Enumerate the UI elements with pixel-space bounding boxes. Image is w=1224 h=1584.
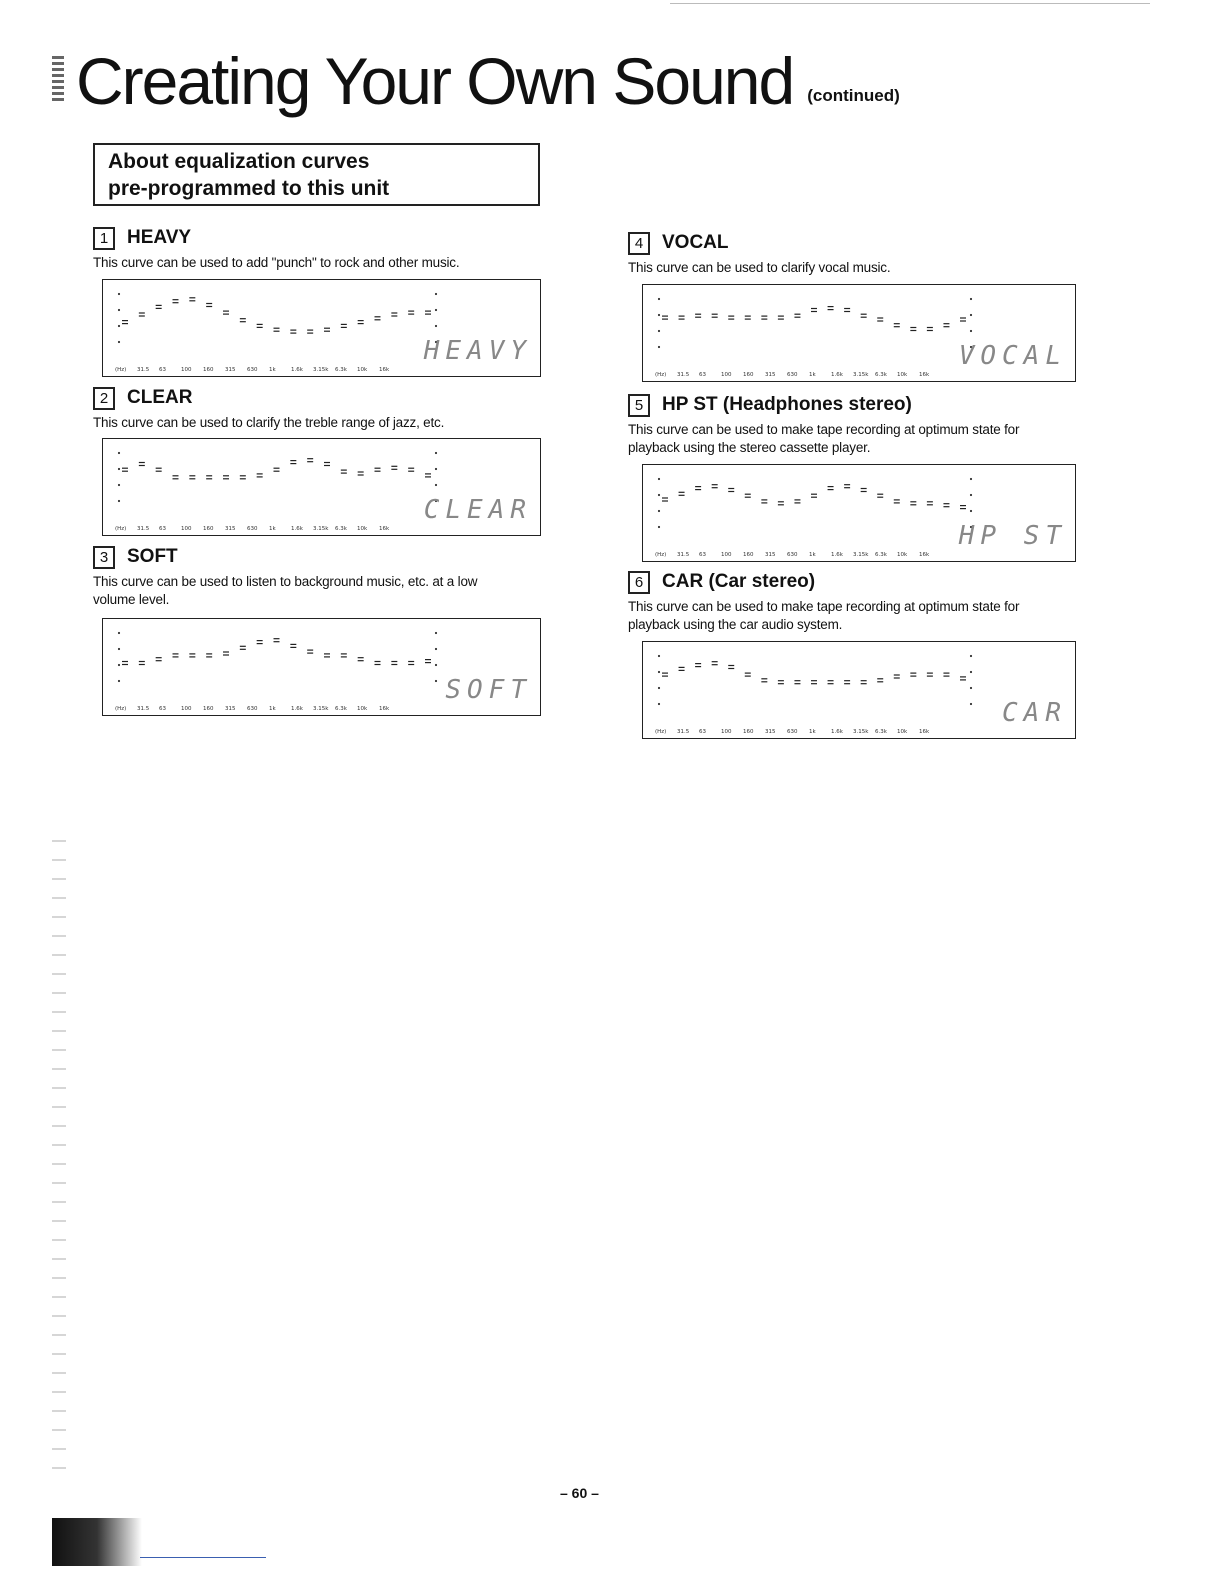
section-heading-line2: pre-programmed to this unit — [108, 177, 390, 200]
display-edge-dot — [435, 468, 437, 470]
frequency-label: 3.15k — [853, 552, 869, 558]
frequency-label: 10k — [897, 372, 908, 378]
eq-curve-point — [811, 681, 817, 684]
page-title: Creating Your Own Sound — [76, 44, 794, 118]
eq-curve-point — [122, 662, 128, 665]
frequency-label: 315 — [225, 706, 236, 712]
eq-curve-point — [375, 468, 381, 471]
eq-curve-point — [745, 494, 751, 497]
item-description-line: volume level. — [93, 592, 170, 607]
eq-curve-point — [189, 298, 195, 301]
display-edge-dot — [118, 500, 120, 502]
eq-curve-point — [391, 662, 397, 665]
frequency-label: 6.3k — [875, 729, 887, 735]
frequency-label: 160 — [743, 372, 754, 378]
eq-display-clear — [102, 438, 541, 536]
frequency-label: 1k — [269, 367, 276, 373]
item-description-line: This curve can be used to make tape recording at optimum state for — [628, 599, 1020, 614]
item-description-line: This curve can be used to add "punch" to rock and other music. — [93, 255, 460, 270]
top-rule — [670, 3, 1150, 4]
frequency-label: 31.5 — [137, 706, 150, 712]
display-edge-dot — [118, 632, 120, 634]
display-edge-dot — [118, 680, 120, 682]
frequency-label: 6.3k — [335, 706, 347, 712]
eq-curve-point — [324, 654, 330, 657]
display-edge-dot — [118, 325, 120, 327]
eq-curve-point — [358, 658, 364, 661]
display-edge-dot — [970, 655, 972, 657]
frequency-label: 31.5 — [137, 367, 150, 373]
eq-display-hp-st — [642, 464, 1076, 562]
lcd-preset-name: VOCAL — [958, 341, 1067, 371]
item-description-line: playback using the car audio system. — [628, 617, 843, 632]
eq-curve-point — [861, 681, 867, 684]
frequency-label: 6.3k — [875, 552, 887, 558]
frequency-label: 1.6k — [291, 526, 303, 532]
frequency-label: (Hz) — [655, 552, 667, 558]
binding-mark — [52, 56, 64, 102]
eq-curve-point — [240, 319, 246, 322]
eq-curve-point — [257, 474, 263, 477]
eq-curve-point — [695, 314, 701, 317]
eq-curve-point — [274, 639, 280, 642]
lcd-preset-name: HP ST — [958, 521, 1067, 551]
frequency-labels — [115, 367, 401, 373]
frequency-label: 6.3k — [335, 526, 347, 532]
item-description-line: This curve can be used to clarify the treble range of jazz, etc. — [93, 415, 445, 430]
eq-curve-point — [910, 502, 916, 505]
item-number: 1 — [93, 227, 115, 250]
frequency-labels — [115, 526, 401, 532]
frequency-label: 315 — [765, 372, 776, 378]
item-description — [93, 254, 563, 272]
frequency-label: 16k — [919, 729, 930, 735]
eq-curve-point — [679, 316, 685, 319]
frequency-label: 160 — [203, 526, 214, 532]
eq-curve-point — [695, 664, 701, 667]
eq-curve-point — [156, 305, 162, 308]
eq-curve-point — [662, 498, 668, 501]
frequency-label: 10k — [357, 706, 368, 712]
eq-curve-point — [728, 316, 734, 319]
frequency-label: 63 — [159, 706, 166, 712]
eq-curve-point — [745, 673, 751, 676]
eq-curve-point — [943, 673, 949, 676]
item-number: 3 — [93, 546, 115, 569]
eq-curve-point — [257, 641, 263, 644]
frequency-label: 3.15k — [313, 706, 329, 712]
frequency-labels — [655, 372, 941, 378]
eq-curve-point — [341, 470, 347, 473]
frequency-label: (Hz) — [115, 706, 127, 712]
eq-curve-point — [425, 474, 431, 477]
frequency-label: 31.5 — [677, 372, 690, 378]
frequency-label: 160 — [743, 552, 754, 558]
eq-curve-point — [910, 673, 916, 676]
display-edge-dot — [118, 293, 120, 295]
eq-curve-point — [844, 485, 850, 488]
frequency-label: 6.3k — [875, 372, 887, 378]
eq-curve-point — [139, 463, 145, 466]
display-edge-dot — [658, 494, 660, 496]
frequency-label: 160 — [203, 706, 214, 712]
display-edge-dot — [118, 309, 120, 311]
eq-curve-point — [761, 316, 767, 319]
frequency-label: 1k — [809, 372, 816, 378]
item-description — [628, 598, 1098, 634]
eq-curve-point — [712, 314, 718, 317]
display-edge-dot — [970, 478, 972, 480]
frequency-label: 31.5 — [677, 552, 690, 558]
display-edge-dot — [118, 468, 120, 470]
frequency-label: 63 — [699, 372, 706, 378]
frequency-label: 3.15k — [313, 367, 329, 373]
display-edge-dot — [970, 671, 972, 673]
eq-curve-point — [307, 459, 313, 462]
display-edge-dot — [658, 298, 660, 300]
frequency-label: 1.6k — [831, 372, 843, 378]
eq-curve-point — [341, 654, 347, 657]
item-description — [93, 573, 563, 609]
display-edge-dot — [435, 632, 437, 634]
eq-display-soft — [102, 618, 541, 716]
display-edge-dot — [118, 484, 120, 486]
eq-curve-point — [156, 658, 162, 661]
frequency-label: 100 — [721, 372, 732, 378]
eq-curve-point — [794, 314, 800, 317]
eq-curve-point — [943, 504, 949, 507]
frequency-label: (Hz) — [655, 372, 667, 378]
display-edge-dot — [658, 510, 660, 512]
eq-curve-point — [290, 644, 296, 647]
eq-curve-point — [927, 673, 933, 676]
eq-curve-point — [712, 662, 718, 665]
eq-curve-point — [794, 500, 800, 503]
eq-curve-point — [173, 654, 179, 657]
eq-curve-point — [358, 472, 364, 475]
frequency-label: 160 — [203, 367, 214, 373]
frequency-label: 315 — [225, 367, 236, 373]
frequency-label: 630 — [787, 552, 798, 558]
display-edge-dot — [435, 293, 437, 295]
eq-curve-point — [408, 311, 414, 314]
frequency-label: 630 — [247, 367, 258, 373]
eq-curve-point — [206, 304, 212, 307]
display-edge-dot — [435, 664, 437, 666]
eq-curve-point — [391, 466, 397, 469]
eq-curve-point — [927, 502, 933, 505]
eq-curve-point — [122, 321, 128, 324]
eq-curve-point — [778, 316, 784, 319]
frequency-label: (Hz) — [115, 526, 127, 532]
display-edge-dot — [658, 655, 660, 657]
display-edge-dot — [658, 478, 660, 480]
item-number: 6 — [628, 571, 650, 594]
eq-curve-point — [778, 502, 784, 505]
eq-curve-point — [358, 321, 364, 324]
eq-curve-point — [861, 314, 867, 317]
display-edge-dot — [118, 341, 120, 343]
frequency-label: 315 — [765, 552, 776, 558]
eq-display-heavy — [102, 279, 541, 377]
eq-curve-point — [662, 673, 668, 676]
item-description — [628, 259, 1098, 277]
display-edge-dot — [658, 703, 660, 705]
frequency-label: 10k — [357, 526, 368, 532]
lcd-preset-name: SOFT — [445, 675, 532, 705]
eq-curve-point — [223, 311, 229, 314]
item-description — [628, 421, 1098, 457]
eq-curve-point — [894, 675, 900, 678]
eq-curve-point — [695, 487, 701, 490]
eq-curve-point — [828, 487, 834, 490]
eq-curve-point — [927, 328, 933, 331]
eq-curve-point — [877, 679, 883, 682]
lcd-preset-name: HEAVY — [423, 336, 532, 366]
frequency-label: 31.5 — [137, 526, 150, 532]
eq-curve-point — [679, 667, 685, 670]
eq-item-heavy — [93, 226, 563, 272]
frequency-label: 100 — [181, 706, 192, 712]
eq-curve-point — [139, 313, 145, 316]
frequency-label: 16k — [379, 706, 390, 712]
eq-curve-point — [662, 316, 668, 319]
eq-curve-point — [844, 681, 850, 684]
frequency-label: 630 — [787, 372, 798, 378]
frequency-label: 1.6k — [831, 552, 843, 558]
eq-curve-point — [712, 485, 718, 488]
frequency-label: 1k — [809, 552, 816, 558]
display-edge-dot — [970, 703, 972, 705]
frequency-label: (Hz) — [115, 367, 127, 373]
eq-curve-point — [173, 300, 179, 303]
eq-curve-point — [375, 317, 381, 320]
eq-curve-point — [861, 489, 867, 492]
eq-curve-point — [408, 662, 414, 665]
eq-curve-point — [307, 650, 313, 653]
eq-display-car — [642, 641, 1076, 739]
eq-curve-point — [960, 677, 966, 680]
eq-curve-point — [877, 318, 883, 321]
eq-curve-point — [290, 461, 296, 464]
frequency-label: 10k — [897, 552, 908, 558]
item-title: CAR (Car stereo) — [662, 571, 816, 592]
eq-item-car — [628, 570, 1098, 634]
item-description-line: This curve can be used to make tape recording at optimum state for — [628, 422, 1020, 437]
eq-curve-point — [910, 328, 916, 331]
frequency-labels — [655, 729, 941, 735]
eq-curve-point — [894, 500, 900, 503]
item-title: VOCAL — [662, 232, 729, 253]
item-title: HEAVY — [127, 227, 192, 248]
bottom-rule — [140, 1557, 266, 1558]
display-edge-dot — [118, 648, 120, 650]
eq-curve-point — [960, 318, 966, 321]
eq-curve-point — [811, 309, 817, 312]
eq-curve-point — [223, 476, 229, 479]
display-edge-dot — [970, 510, 972, 512]
eq-curve-point — [794, 681, 800, 684]
frequency-label: 160 — [743, 729, 754, 735]
display-edge-dot — [658, 314, 660, 316]
lcd-preset-name: CAR — [1002, 698, 1067, 728]
eq-curve-point — [240, 646, 246, 649]
eq-item-clear — [93, 386, 563, 432]
frequency-label: 3.15k — [853, 729, 869, 735]
item-number: 5 — [628, 394, 650, 417]
display-edge-dot — [970, 687, 972, 689]
display-edge-dot — [118, 452, 120, 454]
eq-curve-point — [408, 468, 414, 471]
frequency-label: 1k — [269, 526, 276, 532]
frequency-label: 16k — [919, 372, 930, 378]
frequency-label: 1k — [809, 729, 816, 735]
eq-item-vocal — [628, 231, 1098, 277]
eq-curve-point — [223, 652, 229, 655]
title-suffix: (continued) — [807, 86, 900, 105]
eq-curve-point — [307, 330, 313, 333]
eq-display-vocal — [642, 284, 1076, 382]
display-edge-dot — [435, 325, 437, 327]
eq-curve-point — [206, 654, 212, 657]
frequency-label: (Hz) — [655, 729, 667, 735]
eq-curve-point — [679, 492, 685, 495]
display-edge-dot — [658, 330, 660, 332]
item-title: HP ST (Headphones stereo) — [662, 394, 912, 415]
frequency-label: 10k — [897, 729, 908, 735]
lcd-preset-name: CLEAR — [423, 495, 532, 525]
eq-item-soft — [93, 545, 563, 609]
eq-curve-point — [324, 328, 330, 331]
frequency-label: 630 — [247, 526, 258, 532]
page-number: – 60 – — [560, 1485, 599, 1501]
eq-curve-point — [240, 476, 246, 479]
frequency-labels — [655, 552, 941, 558]
display-edge-dot — [118, 664, 120, 666]
eq-curve-point — [391, 313, 397, 316]
section-heading — [93, 143, 540, 206]
frequency-label: 63 — [699, 552, 706, 558]
display-edge-dot — [435, 309, 437, 311]
eq-curve-point — [257, 324, 263, 327]
frequency-label: 31.5 — [677, 729, 690, 735]
display-edge-dot — [970, 298, 972, 300]
eq-curve-point — [341, 324, 347, 327]
eq-curve-point — [844, 309, 850, 312]
item-title: SOFT — [127, 546, 178, 567]
corner-scan-mark — [52, 1518, 142, 1566]
frequency-label: 3.15k — [313, 526, 329, 532]
frequency-label: 100 — [181, 526, 192, 532]
frequency-label: 100 — [721, 552, 732, 558]
frequency-label: 1.6k — [291, 367, 303, 373]
title-row — [52, 44, 900, 118]
eq-curve-point — [894, 324, 900, 327]
eq-curve-point — [425, 660, 431, 663]
display-edge-dot — [658, 687, 660, 689]
frequency-label: 3.15k — [853, 372, 869, 378]
display-edge-dot — [435, 484, 437, 486]
frequency-label: 63 — [159, 526, 166, 532]
eq-curve-point — [811, 494, 817, 497]
eq-curve-point — [375, 662, 381, 665]
frequency-label: 1.6k — [831, 729, 843, 735]
display-edge-dot — [970, 314, 972, 316]
eq-curve-point — [189, 654, 195, 657]
eq-curve-point — [728, 666, 734, 669]
eq-curve-point — [745, 316, 751, 319]
frequency-label: 315 — [225, 526, 236, 532]
item-description-line: This curve can be used to listen to background music, etc. at a low — [93, 574, 478, 589]
frequency-label: 16k — [379, 367, 390, 373]
frequency-label: 10k — [357, 367, 368, 373]
eq-curve-point — [189, 476, 195, 479]
item-description — [93, 414, 563, 432]
frequency-label: 100 — [181, 367, 192, 373]
frequency-label: 630 — [247, 706, 258, 712]
display-edge-dot — [658, 671, 660, 673]
display-edge-dot — [435, 680, 437, 682]
eq-curve-point — [761, 500, 767, 503]
eq-curve-point — [778, 681, 784, 684]
eq-curve-point — [156, 468, 162, 471]
display-edge-dot — [435, 648, 437, 650]
eq-curve-point — [206, 476, 212, 479]
eq-curve-point — [960, 506, 966, 509]
eq-curve-point — [274, 328, 280, 331]
frequency-label: 630 — [787, 729, 798, 735]
eq-curve-point — [139, 662, 145, 665]
frequency-labels — [115, 706, 401, 712]
eq-curve-point — [877, 494, 883, 497]
item-number: 4 — [628, 232, 650, 255]
display-edge-dot — [970, 494, 972, 496]
frequency-label: 1.6k — [291, 706, 303, 712]
item-description-line: This curve can be used to clarify vocal music. — [628, 260, 891, 275]
eq-item-hp-st — [628, 393, 1098, 457]
frequency-label: 100 — [721, 729, 732, 735]
eq-curve-point — [761, 679, 767, 682]
scan-specks — [52, 840, 66, 1480]
display-edge-dot — [435, 452, 437, 454]
eq-curve-point — [274, 468, 280, 471]
frequency-label: 63 — [159, 367, 166, 373]
frequency-label: 315 — [765, 729, 776, 735]
display-edge-dot — [970, 330, 972, 332]
eq-curve-point — [828, 681, 834, 684]
display-edge-dot — [658, 526, 660, 528]
eq-curve-point — [728, 489, 734, 492]
item-description-line: playback using the stereo cassette player. — [628, 440, 871, 455]
frequency-label: 16k — [919, 552, 930, 558]
eq-curve-point — [290, 330, 296, 333]
section-heading-line1: About equalization curves — [108, 150, 370, 173]
item-number: 2 — [93, 387, 115, 410]
eq-curve-point — [122, 468, 128, 471]
eq-curve-point — [943, 324, 949, 327]
eq-curve-point — [425, 311, 431, 314]
item-title: CLEAR — [127, 387, 193, 408]
frequency-label: 6.3k — [335, 367, 347, 373]
eq-curve-point — [173, 476, 179, 479]
eq-curve-point — [324, 463, 330, 466]
frequency-label: 16k — [379, 526, 390, 532]
frequency-label: 1k — [269, 706, 276, 712]
frequency-label: 63 — [699, 729, 706, 735]
eq-curve-point — [828, 307, 834, 310]
display-edge-dot — [658, 346, 660, 348]
